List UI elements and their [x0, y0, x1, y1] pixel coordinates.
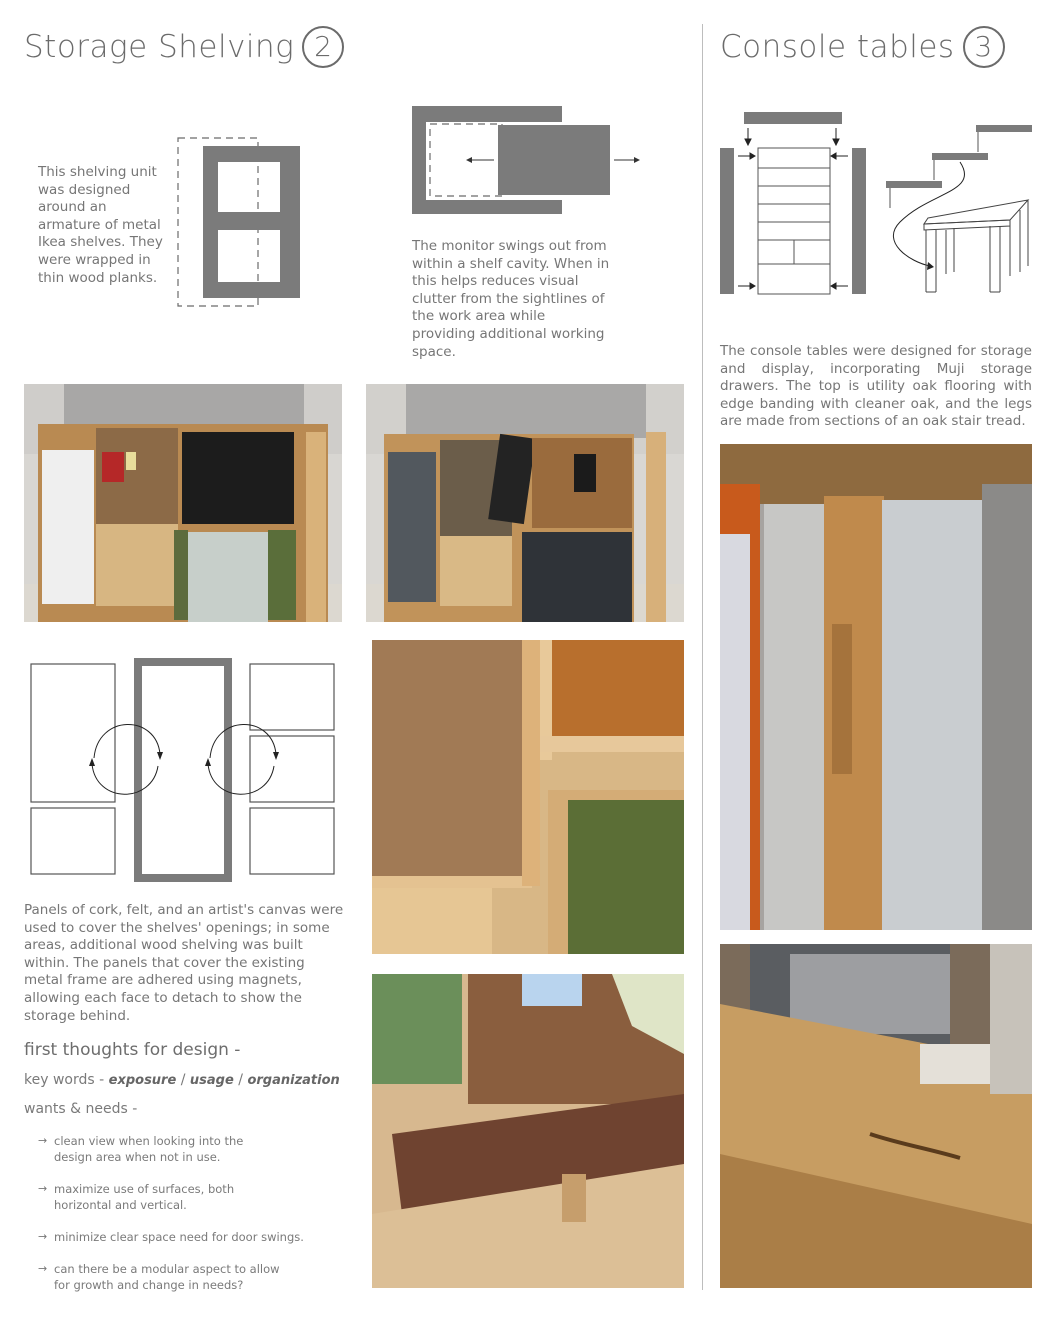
monitor-swing-diagram	[410, 104, 648, 218]
keywords-label: key words -	[24, 1072, 105, 1088]
console-tables-title-text: Console tables	[720, 29, 955, 65]
panels-caption: Panels of cork, felt, and an artist's canvas were used to cover the shelves' openings; in some areas, additional wood shelving was built within. The panels that cover the existing metal frame are adhered using magnets, allowing each face to detach to show the storage behind.	[24, 902, 344, 1024]
keyword-organization: organization	[247, 1073, 340, 1088]
console-top	[744, 112, 842, 124]
panels-rotate-diagram	[28, 656, 340, 886]
arrow-right-icon: →	[38, 1262, 48, 1275]
drawer-illustration	[372, 974, 684, 1288]
section-number-badge: 3	[963, 26, 1005, 68]
arrow-head-icon	[927, 262, 934, 270]
console-exploded-diagram	[718, 110, 868, 300]
shelving-closed-illustration	[24, 384, 342, 622]
shelving-open-photo	[366, 384, 684, 622]
list-item-text: can there be a modular aspect to allow for growth and change in needs?	[54, 1262, 280, 1292]
monitor-extended	[498, 125, 610, 195]
arrow-right-icon	[738, 153, 755, 289]
list-item	[24, 1181, 264, 1213]
keyword-separator: /	[180, 1072, 186, 1088]
stair-tread-diagram	[880, 122, 1036, 298]
list-item	[24, 1229, 324, 1245]
column-divider	[702, 24, 703, 1290]
wants-needs-label: wants & needs -	[24, 1101, 138, 1117]
arrow-right-icon: →	[38, 1182, 48, 1195]
keyword-exposure: exposure	[108, 1073, 177, 1088]
console-leg-right	[852, 148, 866, 294]
console-caption: The console tables were designed for storage and display, incorporating Muji storage drawers. The top is utility oak flooring with edge banding with cleaner oak, and the legs are made from sections of an oak stair tread.	[720, 343, 1032, 430]
shelving-closed-photo	[24, 384, 342, 622]
section-number-badge: 2	[302, 26, 344, 68]
console-leg-left	[720, 148, 734, 294]
arrow-right-icon: →	[38, 1134, 48, 1147]
keywords-line	[24, 1072, 340, 1088]
list-item-text: maximize use of surfaces, both horizontal and vertical.	[54, 1182, 235, 1212]
console-top-photo	[720, 944, 1032, 1288]
console-edge-photo	[720, 444, 1032, 930]
keyword-usage: usage	[189, 1073, 234, 1088]
storage-shelving-title	[24, 26, 344, 68]
wants-needs-list	[24, 1133, 324, 1309]
arrow-left-icon	[831, 153, 848, 289]
keyword-separator: /	[238, 1072, 243, 1088]
console-top-illustration	[720, 944, 1032, 1288]
arrow-down-icon	[745, 128, 839, 145]
list-item-text: clean view when looking into the design area when not in use.	[54, 1134, 244, 1164]
muji-drawers	[758, 148, 830, 294]
cork-felt-illustration	[372, 640, 684, 954]
shelf-armature-diagram	[170, 134, 310, 310]
drawer-photo	[372, 974, 684, 1288]
stair-tread	[976, 125, 1032, 132]
list-item	[24, 1133, 274, 1165]
console-table-sketch	[924, 200, 1028, 292]
storage-shelving-title-text: Storage Shelving	[24, 29, 295, 65]
rotate-arrow-icon	[89, 724, 163, 794]
monitor-caption: The monitor swings out from within a shelf cavity. When in this helps reduces visual clutter from the sightlines of the work area while providing additional working space.	[412, 238, 610, 360]
list-item-text: minimize clear space need for door swings.	[54, 1230, 304, 1244]
console-edge-illustration	[720, 444, 1032, 930]
rotate-arrow-icon	[205, 724, 279, 794]
arrow-right-icon: →	[38, 1230, 48, 1243]
shelving-open-illustration	[366, 384, 684, 622]
thoughts-title: first thoughts for design -	[24, 1040, 241, 1060]
cork-felt-photo	[372, 640, 684, 954]
shelf-caption: This shelving unit was designed around an armature of metal Ikea shelves. They were wrapped in thin wood planks.	[38, 164, 163, 286]
arrow-right-icon	[614, 157, 640, 163]
shelf-plank	[210, 154, 218, 290]
metal-frame	[134, 658, 232, 882]
list-item	[24, 1261, 294, 1293]
console-tables-title	[720, 26, 1005, 68]
arrow-left-icon	[466, 157, 494, 163]
stair-tread	[932, 153, 988, 160]
stair-tread	[886, 181, 942, 188]
